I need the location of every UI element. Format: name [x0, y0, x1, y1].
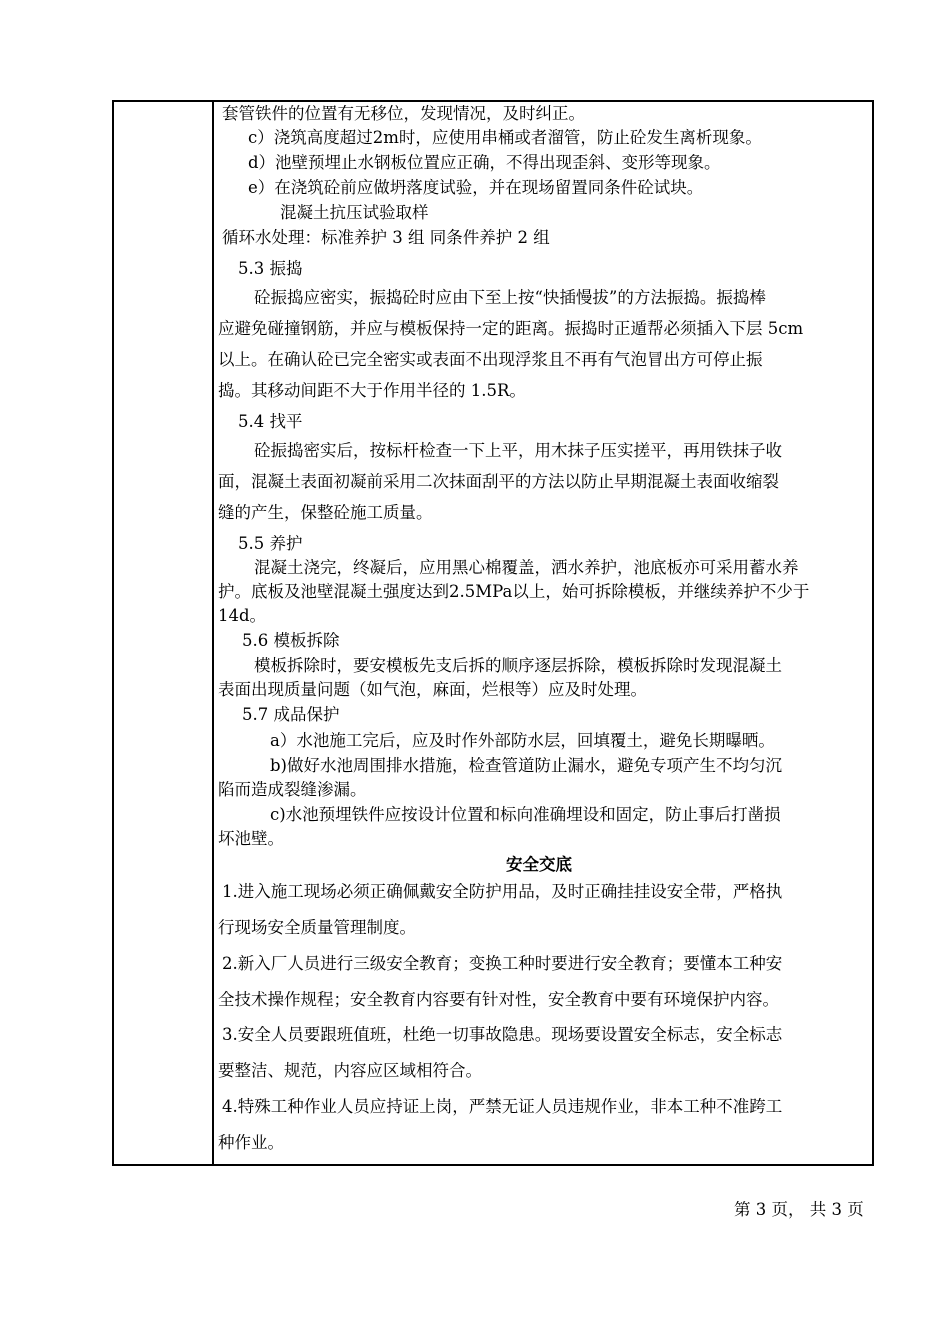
text-line: 以上。在确认砼已完全密实或表面不出现浮浆且不再有气泡冒出方可停止振	[218, 350, 763, 369]
text-line: 砼振捣密实后，按标杆检查一下上平，用木抹子压实搓平，再用铁抹子收	[254, 441, 782, 460]
section-heading: 5.4 找平	[238, 412, 303, 431]
text-line: 捣。其移动间距不大于作用半径的 1.5R。	[218, 381, 526, 400]
section-title: 安全交底	[506, 855, 572, 874]
column-divider	[212, 100, 214, 1166]
text-line: 种作业。	[218, 1133, 284, 1152]
text-line: b)做好水池周围排水措施，检查管道防止漏水，避免专项产生不均匀沉	[270, 756, 782, 775]
text-line: 循环水处理：标准养护 3 组 同条件养护 2 组	[222, 228, 550, 247]
text-line: 模板拆除时，要安模板先支后拆的顺序逐层拆除，模板拆除时发现混凝土	[254, 656, 782, 675]
text-line: 2.新入厂人员进行三级安全教育；变换工种时要进行安全教育；要懂本工种安	[222, 954, 783, 973]
text-line: 套管铁件的位置有无移位，发现情况，及时纠正。	[222, 104, 585, 123]
text-line: 14d。	[218, 606, 267, 625]
text-line: 表面出现质量问题（如气泡，麻面，烂根等）应及时处理。	[218, 680, 647, 699]
text-line: 要整洁、规范，内容应区域相符合。	[218, 1061, 482, 1080]
section-heading: 5.7 成品保护	[242, 705, 340, 724]
section-heading: 5.5 养护	[238, 534, 303, 553]
text-line: 混凝土浇完，终凝后，应用黑心棉覆盖，洒水养护，池底板亦可采用蓄水养	[254, 558, 799, 577]
text-line: c)水池预埋铁件应按设计位置和标向准确埋设和固定，防止事后打凿损	[270, 805, 781, 824]
page-number: 第 3 页， 共 3 页	[734, 1200, 864, 1219]
text-line: c）浇筑高度超过2m时，应使用串桶或者溜管，防止砼发生离析现象。	[248, 128, 762, 147]
text-line: a）水池施工完后，应及时作外部防水层，回填覆土，避免长期曝晒。	[270, 731, 775, 750]
section-heading: 5.6 模板拆除	[242, 631, 340, 650]
text-line: 陷而造成裂缝渗漏。	[218, 780, 367, 799]
text-line: d）池壁预埋止水钢板位置应正确，不得出现歪斜、变形等现象。	[248, 153, 721, 172]
text-line: 4.特殊工种作业人员应持证上岗，严禁无证人员违规作业，非本工种不准跨工	[222, 1097, 783, 1116]
text-line: 砼振捣应密实，振捣砼时应由下至上按“快插慢拔”的方法振捣。振捣棒	[254, 288, 766, 307]
text-line: 应避免碰撞钢筋，并应与模板保持一定的距离。振捣时正遁帮必须插入下层 5cm	[218, 319, 804, 338]
text-line: 混凝土抗压试验取样	[280, 203, 429, 222]
text-line: 行现场安全质量管理制度。	[218, 918, 416, 937]
text-line: 缝的产生，保整砼施工质量。	[218, 503, 433, 522]
text-line: 面，混凝土表面初凝前采用二次抹面刮平的方法以防止早期混凝土表面收缩裂	[218, 472, 779, 491]
text-line: 护。底板及池壁混凝土强度达到2.5MPa以上，始可拆除模板，并继续养护不少于	[218, 582, 810, 601]
text-line: 全技术操作规程；安全教育内容要有针对性，安全教育中要有环境保护内容。	[218, 990, 779, 1009]
section-heading: 5.3 振捣	[238, 259, 303, 278]
text-line: e）在浇筑砼前应做坍落度试验，并在现场留置同条件砼试块。	[248, 178, 704, 197]
text-line: 1.进入施工现场必须正确佩戴安全防护用品，及时正确挂挂设安全带，严格执	[222, 882, 783, 901]
text-line: 坏池壁。	[218, 829, 284, 848]
text-line: 3.安全人员要跟班值班，杜绝一切事故隐患。现场要设置安全标志，安全标志	[222, 1025, 783, 1044]
